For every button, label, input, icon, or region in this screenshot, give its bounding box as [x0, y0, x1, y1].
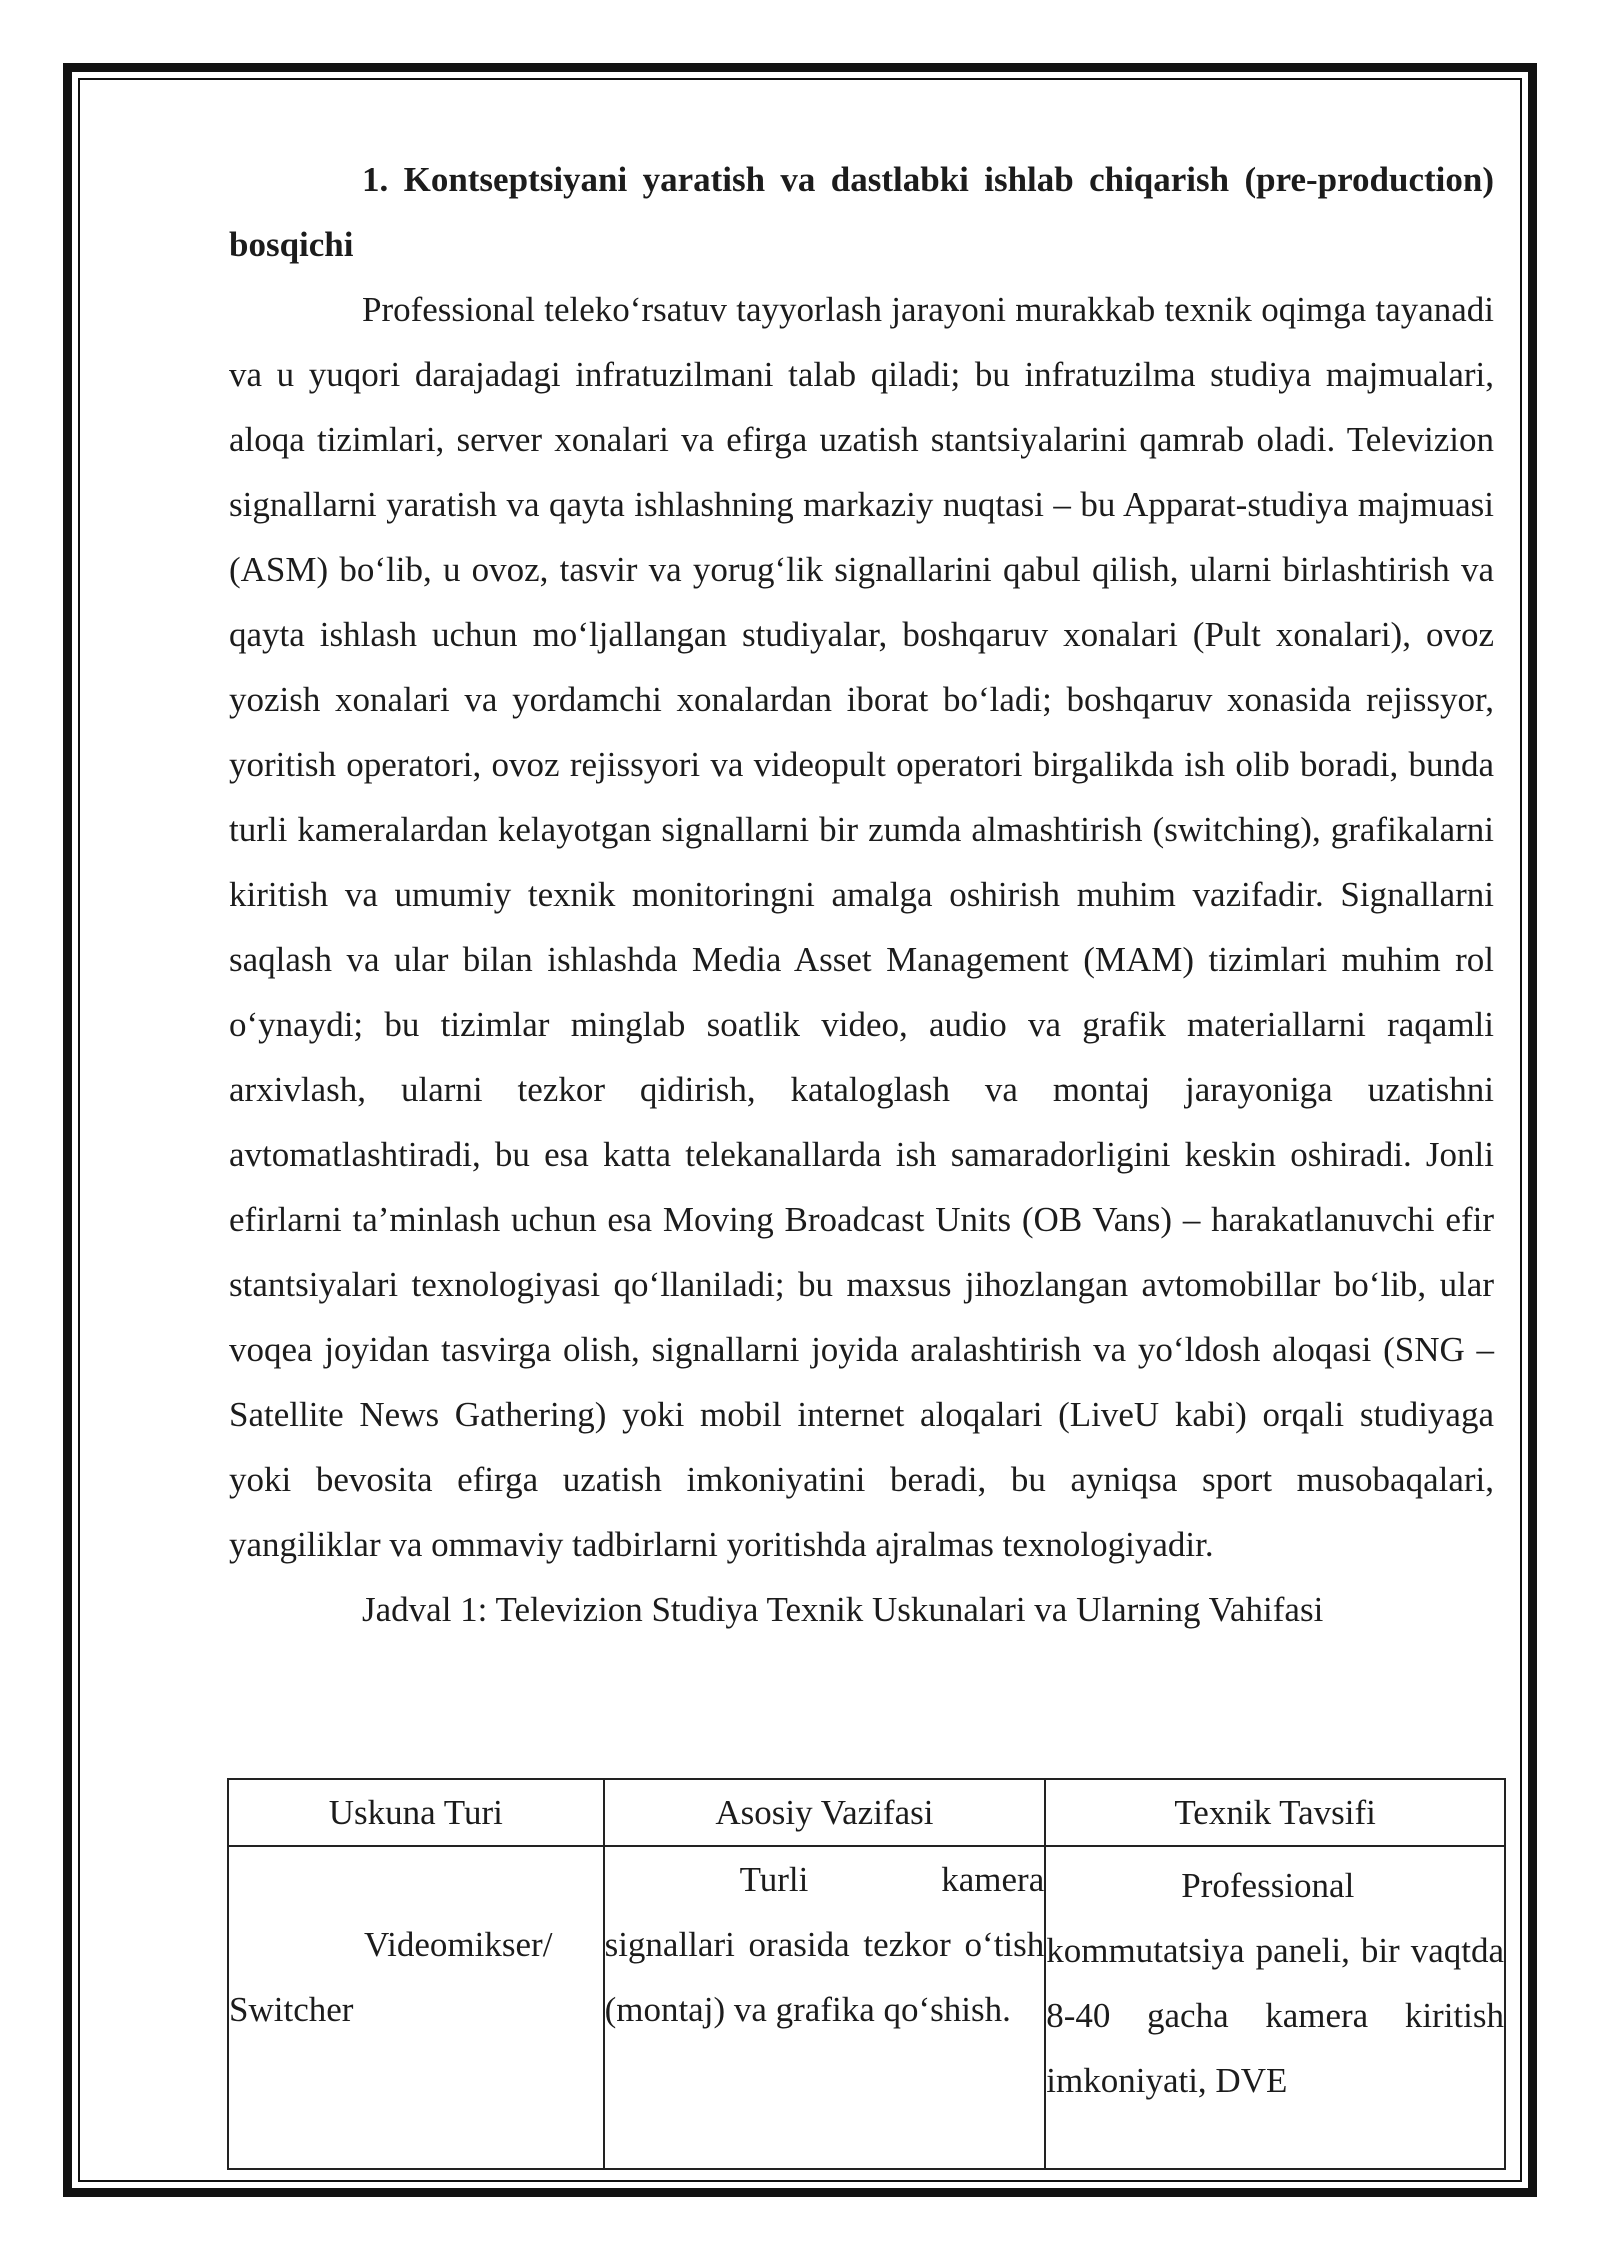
table-header-row [228, 1779, 1505, 1846]
table-row [228, 1846, 1505, 2169]
section-heading: 1. Kontseptsiyani yaratish va dastlabki ishlab chiqarish (pre-production) bosqichi [229, 160, 1494, 264]
header-technical-description: Texnik Tavsifi [1045, 1779, 1505, 1846]
header-main-function: Asosiy Vazifasi [604, 1779, 1046, 1846]
document-body [229, 147, 1494, 1642]
cell-main-function: Turli kamera signallari orasida tezkor o‘tish (montaj) va grafika qo‘shish. [604, 1846, 1046, 2169]
table-caption: Jadval 1: Televizion Studiya Texnik Uskunalari va Ularning Vahifasi [362, 1590, 1324, 1629]
section-paragraph: Professional teleko‘rsatuv tayyorlash jarayoni murakkab texnik oqimga tayanadi va u yuqori darajadagi infratuzilmani talab qiladi; bu infratuzilma studiya majmualari, aloqa tizimlari, server xonalari va efirga uzatish stantsiyalarini qamrab oladi. Televizion signallarni yaratish va qayta ishlashning markaziy nuqtasi – bu Apparat-studiya majmuasi (ASM) bo‘lib, u ovoz, tasvir va yorug‘lik signallarini qabul qilish, ularni birlashtirish va qayta ishlash uchun mo‘ljallangan studiyalar, boshqaruv xonalari (Pult xonalari), ovoz yozish xonalari va yordamchi xonalardan iborat bo‘ladi; boshqaruv xonasida rejissyor, yoritish operatori, ovoz rejissyori va videopult operatori birgalikda ish olib boradi, bunda turli kameralardan kelayotgan signallarni bir zumda almashtirish (switching), grafikalarni kiritish va umumiy texnik monitoringni amalga oshirish muhim vazifadir. Signallarni saqlash va ular bilan ishlashda Media Asset Management (MAM) tizimlari muhim rol o‘ynaydi; bu tizimlar minglab soatlik video, audio va grafik materiallarni raqamli arxivlash, ularni tezkor qidirish, kataloglash va montaj jarayoniga uzatishni avtomatlashtiradi, bu esa katta telekanallarda ish samaradorligini keskin oshiradi. Jonli efirlarni ta’minlash uchun esa Moving Broadcast Units (OB Vans) – harakatlanuvchi efir stantsiyalari texnologiyasi qo‘llaniladi; bu maxsus jihozlangan avtomobillar bo‘lib, ular voqea joyidan tasvirga olish, signallarni joyida aralashtirish va yo‘ldosh aloqasi (SNG – Satellite News Gathering) yoki mobil internet aloqalari (LiveU kabi) orqali studiyaga yoki bevosita efirga uzatish imkoniyatini beradi, bu ayniqsa sport musobaqalari, yangiliklar va ommaviy tadbirlarni yoritishda ajralmas texnologiyadir. [229, 290, 1494, 1564]
header-device-type: Uskuna Turi [228, 1779, 604, 1846]
equipment-table [227, 1778, 1506, 2170]
cell-technical-description: Professional kommutatsiya paneli, bir vaqtda 8-40 gacha kamera kiritish imkoniyati, DVE [1045, 1846, 1505, 2169]
cell-device-type: Videomikser/ Switcher [228, 1846, 604, 2169]
